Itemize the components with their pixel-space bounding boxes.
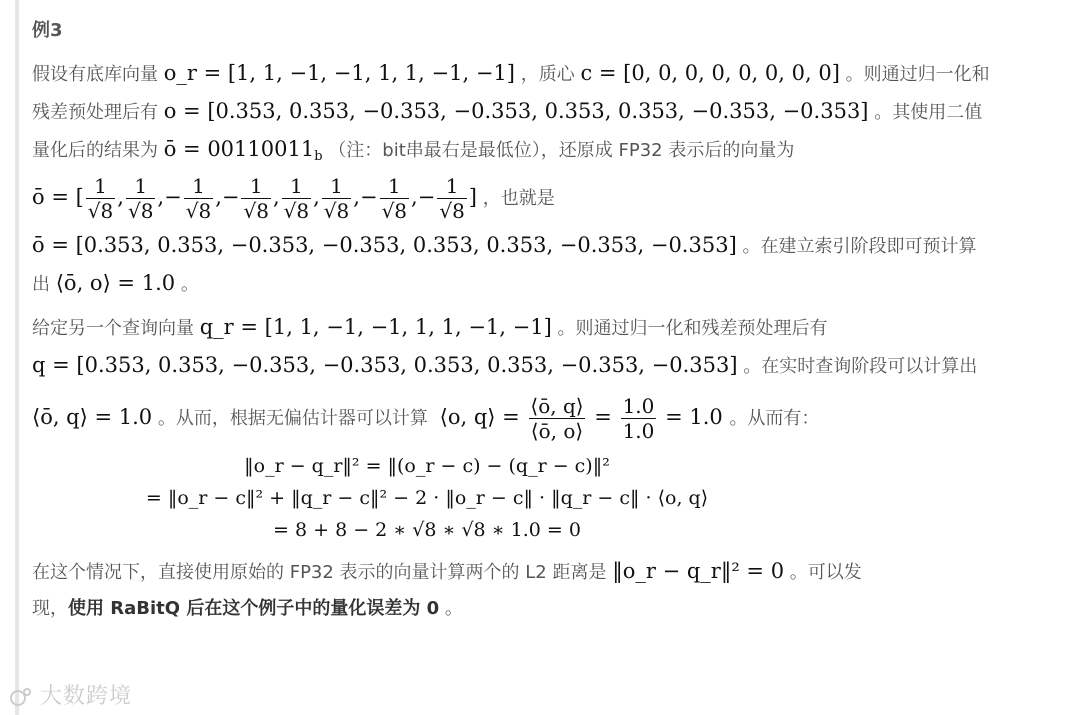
frac-element (241, 174, 270, 223)
math-inner-obar-q: ⟨ō, q⟩ = 1.0 (32, 405, 153, 429)
text: 。从而，根据无偏估计器可以计算 (157, 408, 428, 429)
text: 残差预处理后有 (32, 102, 158, 123)
math-obar-vector: ō = [0.353, 0.353, −0.353, −0.353, 0.353, 0.353, −0.353, −0.353] (32, 233, 737, 257)
num: 1.0 (622, 394, 655, 418)
frac-element (184, 174, 213, 223)
text: 。则通过归一化和残差预处理后有 (557, 318, 828, 339)
comma: , (157, 185, 165, 209)
denominator-sqrt: √8 (439, 199, 465, 223)
numerator: 1 (249, 174, 263, 198)
comma: , (272, 185, 280, 209)
denominator-sqrt: √8 (381, 199, 408, 223)
math-o: o = [0.353, 0.353, −0.353, −0.353, 0.353, 0.353, −0.353, −0.353] (163, 99, 869, 123)
numerator: 1 (330, 174, 343, 198)
article-body (32, 14, 1062, 628)
frac-vector-suffix: ] (468, 185, 477, 209)
sign: − (359, 185, 378, 209)
comma: , (117, 185, 124, 209)
denominator-sqrt: √8 (323, 199, 350, 223)
p2-line1 (32, 308, 1062, 346)
text: 。可以发 (789, 562, 862, 583)
est-rhs: = 1.0 (665, 405, 723, 429)
bold-conclusion: 使用 RaBitQ 后在这个例子中的量化误差为 0 (68, 598, 440, 619)
text: 在这个情况下，直接使用原始的 FP32 表示的向量计算两个的 L2 距离是 (32, 562, 607, 583)
text: 量化后的结果为 (32, 140, 158, 161)
p3-line1 (32, 552, 1062, 590)
frac-vector (32, 174, 477, 223)
frac-element (282, 174, 311, 223)
math-c: c = [0, 0, 0, 0, 0, 0, 0, 0] (580, 61, 840, 85)
denominator-sqrt: √8 (87, 199, 114, 223)
text: 。从而有： (729, 408, 820, 429)
num: ⟨ō, q⟩ (530, 394, 584, 418)
comma: , (353, 185, 360, 209)
estimator-equation (439, 394, 730, 443)
watermark-text: 大数跨境 (40, 684, 133, 709)
p3-line2 (32, 590, 1062, 628)
math-obar-bits (163, 137, 323, 164)
derivation-line-3: = 8 + 8 − 2 ∗ √8 ∗ √8 ∗ 1.0 = 0 (273, 519, 581, 541)
derivation-line-2: = ‖o_r − c‖² + ‖q_r − c‖² − 2 · ‖o_r − c‖ · ‖q_r − c‖ · ⟨o, q⟩ (145, 487, 709, 509)
text: 。其使用二值 (874, 102, 983, 123)
denominator-sqrt: √8 (185, 199, 212, 223)
denominator-sqrt: √8 (283, 199, 310, 223)
comma: , (215, 185, 222, 209)
text: ，质心 (520, 64, 575, 85)
text: 。在实时查询阶段可以计算出 (743, 356, 978, 377)
p1-line6 (32, 264, 1062, 302)
blockquote-bar (15, 0, 19, 715)
comma: , (411, 185, 418, 209)
text: 。则通过归一化和 (845, 64, 990, 85)
text: 现， (32, 598, 68, 619)
text: 出 (32, 274, 50, 295)
numerator: 1 (192, 174, 205, 198)
math-q: q = [0.353, 0.353, −0.353, −0.353, 0.353, 0.353, −0.353, −0.353] (32, 353, 738, 377)
math-inner-obar-o: ⟨ō, o⟩ = 1.0 (55, 271, 176, 295)
sign: − (164, 185, 182, 209)
numerator: 1 (387, 174, 401, 198)
watermark (8, 679, 132, 710)
frac-element (322, 174, 351, 223)
p2-line3 (32, 384, 1062, 450)
subscript: b (314, 149, 323, 164)
den: 1.0 (622, 419, 655, 443)
frac-vector-prefix: ō = [ (32, 185, 84, 209)
p1-line1 (32, 54, 1062, 92)
eq: = (594, 405, 612, 429)
numerator: 1 (134, 174, 148, 198)
text: 。在建立索引阶段即可预计算 (742, 236, 977, 257)
est-frac1 (528, 394, 585, 443)
text: ，也就是 (482, 188, 555, 209)
numerator: 1 (445, 174, 459, 198)
math-or: o_r = [1, 1, −1, −1, 1, 1, −1, −1] (163, 61, 515, 85)
p1-line4 (32, 168, 1062, 226)
numerator: 1 (94, 174, 107, 198)
frac-element (126, 174, 155, 223)
denominator-sqrt: √8 (127, 199, 154, 223)
watermark-logo-icon (8, 686, 32, 708)
est-frac2 (621, 394, 657, 443)
den: ⟨ō, o⟩ (530, 419, 584, 443)
p2-line2 (32, 346, 1062, 384)
p1-line2 (32, 92, 1062, 130)
p1-line3 (32, 130, 1062, 168)
frac-element (86, 174, 115, 223)
sign: − (417, 185, 436, 209)
text: 。 (444, 598, 463, 619)
example-title: 例3 (32, 20, 63, 41)
p1-line5 (32, 226, 1062, 264)
comma: , (313, 185, 320, 209)
text: 假设有底库向量 (32, 64, 158, 85)
text: 。 (180, 274, 199, 295)
math-l2-distance: ‖o_r − q_r‖² = 0 (612, 559, 785, 583)
bits: ō = 00110011 (163, 137, 315, 161)
est-lhs: ⟨o, q⟩ = (439, 405, 520, 429)
frac-element (437, 174, 466, 223)
sign: − (221, 185, 240, 209)
math-qr: q_r = [1, 1, −1, −1, 1, 1, −1, −1] (199, 315, 552, 339)
numerator: 1 (290, 174, 303, 198)
text: （注：bit串最右是最低位），还原成 FP32 表示后的向量为 (328, 140, 795, 161)
denominator-sqrt: √8 (243, 199, 269, 223)
text: 给定另一个查询向量 (32, 318, 194, 339)
frac-element (380, 174, 409, 223)
derivation-line-1: ‖o_r − q_r‖² = ‖(o_r − c) − (q_r − c)‖² (244, 455, 610, 477)
